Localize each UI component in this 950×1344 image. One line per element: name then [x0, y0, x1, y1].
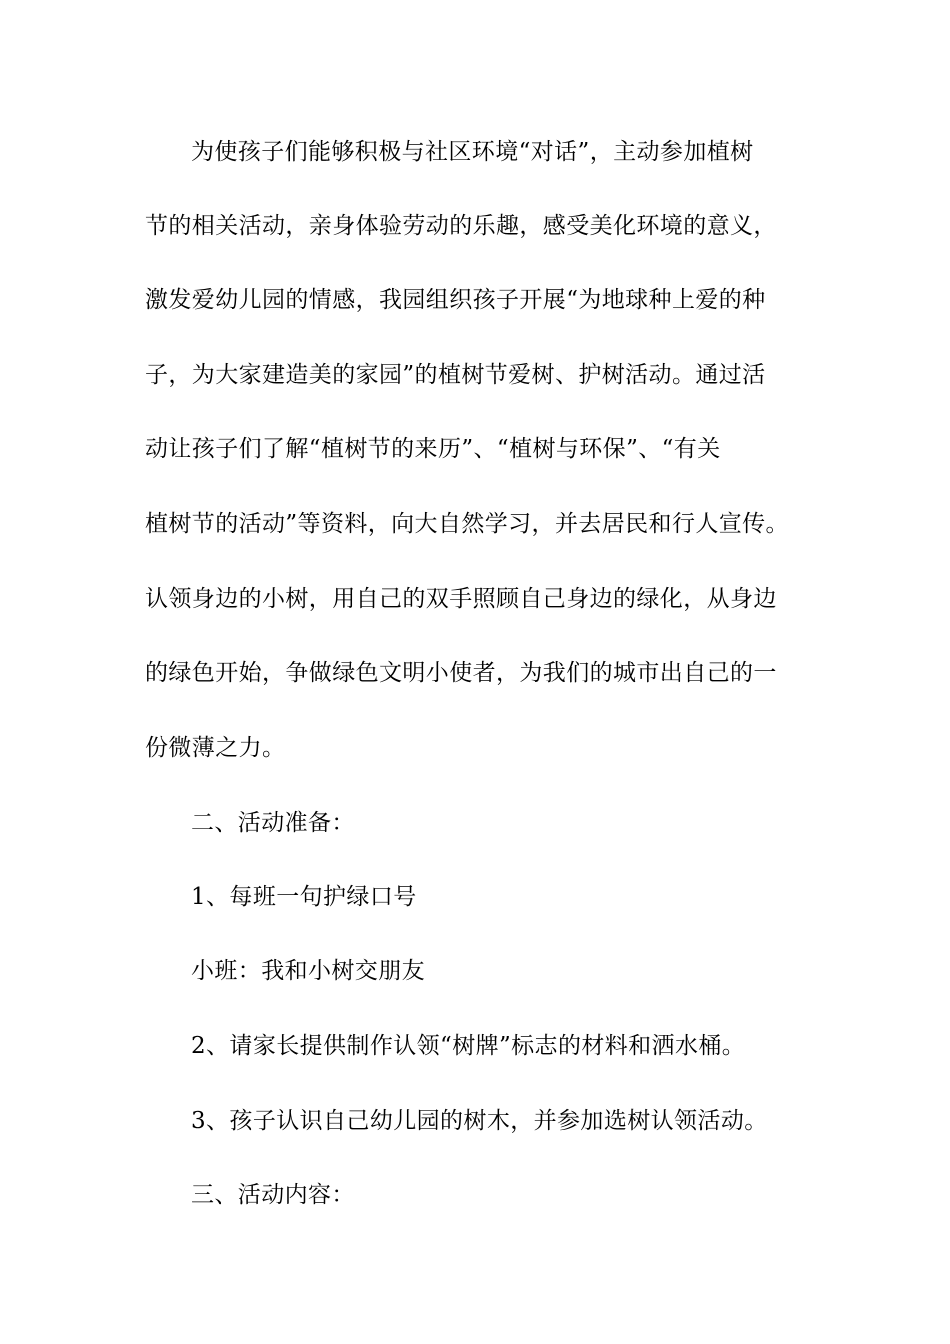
paragraph-line: 节的相关活动，亲身体验劳动的乐趣，感受美化环境的意义，: [145, 213, 777, 239]
paragraph-line: 份微薄之力。: [145, 735, 286, 761]
list-item: 1、每班一句护绿口号: [191, 884, 417, 910]
list-item-sub: 小班：我和小树交朋友: [191, 958, 425, 984]
paragraph-line: 动让孩子们了解“植树节的来历”、“植树与环保”、“有关: [145, 436, 721, 462]
section-heading: 三、活动内容：: [191, 1182, 355, 1208]
paragraph-line: 激发爱幼儿园的情感，我园组织孩子开展“为地球种上爱的种: [145, 287, 766, 313]
paragraph-line: 子，为大家建造美的家园”的植树节爱树、护树活动。通过活: [145, 362, 766, 388]
paragraph-line: 认领身边的小树，用自己的双手照顾自己身边的绿化，从身边: [145, 586, 777, 612]
section-heading: 二、活动准备：: [191, 810, 355, 836]
paragraph-line: 为使孩子们能够积极与社区环境“对话”，主动参加植树: [191, 139, 754, 165]
list-item: 2、请家长提供制作认领“树牌”标志的材料和洒水桶。: [191, 1033, 746, 1059]
list-item: 3、孩子认识自己幼儿园的树木，并参加选树认领活动。: [191, 1108, 768, 1134]
paragraph-line: 的绿色开始，争做绿色文明小使者，为我们的城市出自己的一: [145, 660, 777, 686]
paragraph-line: 植树节的活动”等资料，向大自然学习，并去居民和行人宣传。: [145, 511, 789, 537]
